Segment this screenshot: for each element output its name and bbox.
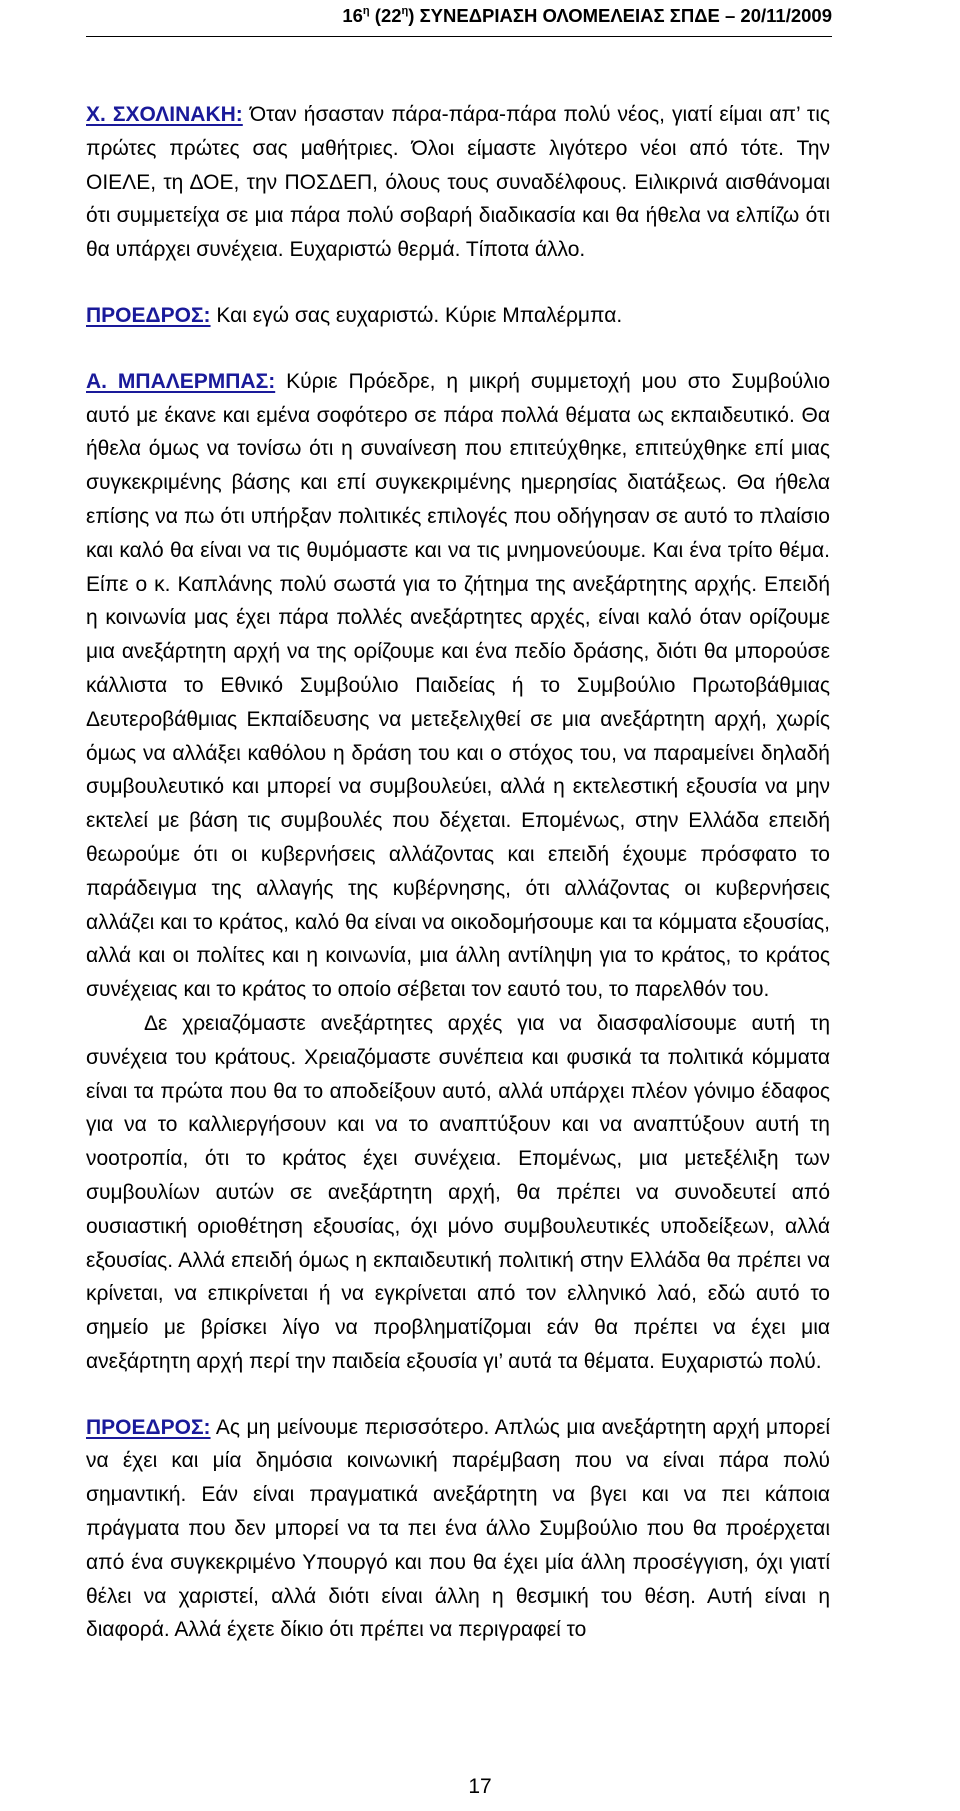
header-session-title: ) ΣΥΝΕΔΡΙΑΣΗ ΟΛΟΜΕΛΕΙΑΣ ΣΠΔΕ – 20/11/2009 bbox=[408, 5, 832, 26]
page-number: 17 bbox=[468, 1775, 492, 1798]
paragraph-balermpas bbox=[86, 365, 830, 1007]
paragraph-text: Και εγώ σας ευχαριστώ. Κύριε Μπαλέρμπα. bbox=[210, 303, 623, 327]
header-session-number: 16 bbox=[342, 5, 363, 26]
header-superscript-1: η bbox=[362, 4, 370, 17]
paragraph-scholinaki bbox=[86, 98, 830, 267]
header-divider bbox=[86, 36, 832, 37]
paragraph-balermpas-continued bbox=[86, 1007, 830, 1379]
header-superscript-2: η bbox=[401, 4, 409, 17]
paragraph-text: Όταν ήσασταν πάρα-πάρα-πάρα πολύ νέος, γιατί είμαι απ’ τις πρώτες πρώτες σας μαθήτριες. Όλοι είμαστε λιγότερο νέοι από τότε. Την ΟΙΕΛΕ, τη ΔΟΕ, την ΠΟΣΔΕΠ, όλους τους συναδέλφους. Ειλικρινά αισθάνομαι ότι συμμετείχα σε μια πάρα πολύ σοβαρή διαδικασία και θα ήθελα να ελπίζω ότι θα υπάρχει συνέχεια. Ευχαριστώ θερμά. Τίποτα άλλο. bbox=[86, 103, 831, 262]
paragraph-text: Ας μη μείνουμε περισσότερο. Απλώς μια ανεξάρτητη αρχή μπορεί να έχει και μία δημόσια κοινωνική παρέμβαση που να είναι πάρα πολύ σημαντική. Εάν είναι πραγματικά ανεξάρτητη να βγει και να πει κάποια πράγματα που δεν μπορεί να τα πει ένα άλλο Συμβούλιο που θα προέρχεται από ένα συγκεκριμένο Υπουργό και που θα έχει μία άλλη προσέγγιση, όχι γιατί θέλει να χαριστεί, αλλά διότι είναι άλλη η θεσμική του θέση. Αυτή είναι η διαφορά. Αλλά έχετε δίκιο ότι πρέπει να περιγραφεί το bbox=[86, 1415, 830, 1642]
paragraph-text: Κύριε Πρόεδρε, η μικρή συμμετοχή μου στο Συμβούλιο αυτό με έκανε και εμένα σοφότερο σε πάρα πολλά θέματα ως εκπαιδευτικό. Θα ήθελα όμως να τονίσω ότι η συναίνεση που επιτεύχθηκε, επιτεύχθηκε επί μιας συγκεκριμένης βάσης και επί συγκεκριμένης ημερησίας διατάξεως. Θα ήθελα επίσης να πω ότι υπήρξαν πολιτικές επιλογές που οδήγησαν σε αυτό το πλαίσιο και καλό θα είναι να τις θυμόμαστε και να τις μνημονεύουμε. Και ένα τρίτο θέμα. Είπε ο κ. Καπλάνης πολύ σωστά για το ζήτημα της ανεξάρτητης αρχής. Επειδή η κοινωνία μας έχει πάρα πολλές ανεξάρτητες αρχές, είναι καλό όταν ορίζουμε μια ανεξάρτητη αρχή να της ορίζουμε και ένα πεδίο δράσης, διότι θα μπορούσε κάλλιστα το Εθνικό Συμβούλιο Παιδείας ή το Συμβούλιο Πρωτοβάθμιας Δευτεροβάθμιας Εκπαίδευσης να μετεξελιχθεί σε μια ανεξάρτητη αρχή, χωρίς όμως να αλλάξει καθόλου η δράση του και ο στόχος του, να παραμείνει δηλαδή συμβουλευτικό και μπορεί να συμβουλεύει, αλλά η εκτελεστική εξουσία να μην εκτελεί με βάση τις συμβουλές που δέχεται. Επομένως, στην Ελλάδα επειδή θεωρούμε ότι οι κυβερνήσεις αλλάζοντας και επειδή έχουμε πρόσφατο το παράδειγμα της αλλαγής της κυβέρνησης, ότι αλλάζοντας οι κυβερνήσεις αλλάζει και το κράτος, καλό θα είναι να οικοδομήσουμε και τα κόμματα εξουσίας, αλλά και οι πολίτες και η κοινωνία, μια άλλη αντίληψη για το κράτος, το κράτος συνέχειας και το κράτος το οποίο σέβεται τον εαυτό του, το παρελθόν του. bbox=[86, 369, 830, 1002]
paragraph-text: Δε χρειαζόμαστε ανεξάρτητες αρχές για να διασφαλίσουμε αυτή τη συνέχεια του κράτους. Χρειαζόμαστε συνέπεια και φυσικά τα πολιτικά κόμματα είναι τα πρώτα που θα το αποδείξουν αυτό, αλλά υπάρχει πλέον γόνιμο έδαφος για να το καλλιεργήσουν και να το αναπτύξουν και να αναπτύξουν αυτή τη νοοτροπία, ότι το κράτος έχει συνέχεια. Επομένως, μια μετεξέλιξη των συμβουλίων αυτών σε ανεξάρτητη αρχή, θα πρέπει να συνοδευτεί από ουσιαστική οριοθέτηση εξουσίας, όχι μόνο συμβουλευτικές υποδείξεων, αλλά εξουσίας. Αλλά επειδή όμως η εκπαιδευτική πολιτική στην Ελλάδα θα πρέπει να κρίνεται, να επικρίνεται ή να εγκρίνεται από τον ελληνικό λαό, εδώ αυτό το σημείο με βρίσκει λίγο να προβληματίζομαι εάν θα πρέπει να έχει μια ανεξάρτητη αρχή περί την παιδεία εξουσία γι’ αυτά τα θέματα. Ευχαριστώ πολύ. bbox=[86, 1011, 830, 1373]
speaker-label: Α. ΜΠΑΛΕΡΜΠΑΣ: bbox=[86, 369, 276, 393]
speaker-label: Χ. ΣΧΟΛΙΝΑΚΗ: bbox=[86, 103, 243, 126]
speaker-label: ΠΡΟΕΔΡΟΣ: bbox=[86, 1415, 211, 1439]
document-header bbox=[342, 4, 832, 28]
paragraph-president-2 bbox=[86, 1411, 830, 1648]
header-session-middle: (22 bbox=[369, 5, 402, 26]
paragraph-president-1 bbox=[86, 299, 830, 333]
transcript-body bbox=[86, 98, 830, 1647]
speaker-label: ΠΡΟΕΔΡΟΣ: bbox=[86, 303, 211, 327]
